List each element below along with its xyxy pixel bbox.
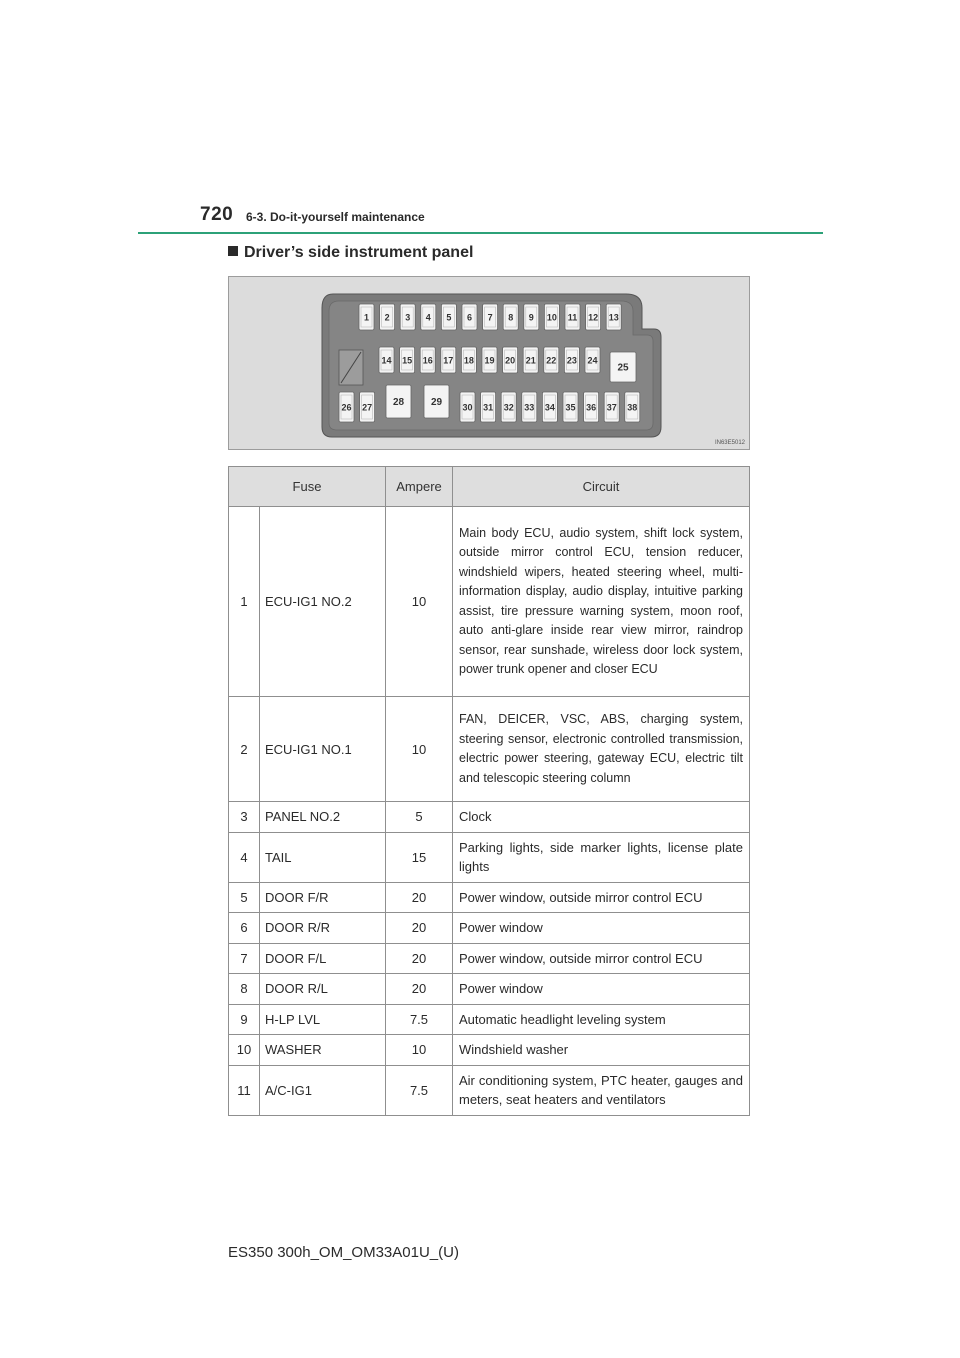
document-code: ES350 300h_OM_OM33A01U_(U) <box>228 1244 459 1261</box>
fuse-slot <box>564 347 579 373</box>
fuse-slot <box>501 392 516 422</box>
fuse-label: 18 <box>463 355 474 366</box>
fuse-number: 7 <box>229 943 260 974</box>
fuse-number: 8 <box>229 974 260 1005</box>
fuse-label: 21 <box>525 355 536 366</box>
fuse-slot <box>379 347 394 373</box>
ampere-value: 10 <box>386 507 453 697</box>
fuse-slot <box>503 304 518 330</box>
fuse-name: TAIL <box>260 832 386 882</box>
circuit-description: Air conditioning system, PTC heater, gauges and meters, seat heaters and ventilators <box>453 1065 750 1115</box>
fuse-slot <box>359 304 374 330</box>
column-header-ampere: Ampere <box>386 467 453 507</box>
fuse-box-drawing <box>229 277 749 449</box>
fuse-label: 7 <box>487 312 493 323</box>
fuse-slot <box>524 304 539 330</box>
circuit-description: Windshield washer <box>453 1035 750 1066</box>
fuse-label: 28 <box>392 397 405 408</box>
column-header-circuit: Circuit <box>453 467 750 507</box>
fuse-slot <box>544 347 559 373</box>
fuse-label: 5 <box>446 312 452 323</box>
table-row <box>229 802 750 833</box>
fuse-slot <box>424 385 449 418</box>
section-title: 6-3. Do-it-yourself maintenance <box>246 210 425 224</box>
fuse-slot <box>421 304 436 330</box>
ampere-value: 20 <box>386 882 453 913</box>
fuse-slot <box>563 392 578 422</box>
table-row <box>229 943 750 974</box>
fuse-slot <box>482 347 497 373</box>
table-row <box>229 1035 750 1066</box>
fuse-slot <box>460 392 475 422</box>
fuse-slot <box>606 304 621 330</box>
fuse-label: 25 <box>617 362 629 374</box>
ampere-value: 20 <box>386 974 453 1005</box>
fuse-table <box>228 466 750 1116</box>
fuse-name: WASHER <box>260 1035 386 1066</box>
fuse-slot <box>420 347 435 373</box>
ampere-value: 10 <box>386 697 453 802</box>
fuse-label: 35 <box>565 402 576 413</box>
fuse-name: DOOR F/R <box>260 882 386 913</box>
fuse-label: 16 <box>422 355 433 366</box>
fuse-number: 5 <box>229 882 260 913</box>
subsection-title: Driver’s side instrument panel <box>244 244 474 261</box>
fuse-slot <box>585 347 600 373</box>
table-row <box>229 1065 750 1115</box>
fuse-number: 2 <box>229 697 260 802</box>
table-header-row <box>229 467 750 507</box>
fuse-label: 15 <box>402 355 413 366</box>
fuse-number: 9 <box>229 1004 260 1035</box>
fuse-slot <box>400 304 415 330</box>
circuit-description: Parking lights, side marker lights, license plate lights <box>453 832 750 882</box>
page-number: 720 <box>200 204 234 225</box>
fuse-label: 6 <box>466 312 473 323</box>
fuse-label: 1 <box>363 312 370 323</box>
circuit-description: FAN, DEICER, VSC, ABS, charging system, steering sensor, electronic controlled transmission, electric power steering, gateway ECU, electric tilt and telescopic steering column <box>453 697 750 802</box>
fuse-label: 38 <box>627 402 638 413</box>
ampere-value: 15 <box>386 832 453 882</box>
fuse-number: 10 <box>229 1035 260 1066</box>
fuse-slot <box>542 392 557 422</box>
fuse-label: 30 <box>462 402 473 413</box>
fuse-label: 13 <box>608 312 619 323</box>
fuse-label: 27 <box>362 402 373 413</box>
fuse-label: 26 <box>341 402 352 413</box>
fuse-label: 12 <box>588 312 599 323</box>
table-row <box>229 882 750 913</box>
circuit-description: Automatic headlight leveling system <box>453 1004 750 1035</box>
fuse-label: 10 <box>546 312 557 323</box>
fuse-label: 4 <box>425 312 431 323</box>
circuit-description: Power window <box>453 913 750 944</box>
fuse-label: 2 <box>384 312 390 323</box>
fuse-label: 33 <box>524 402 535 413</box>
fuse-slot <box>544 304 559 330</box>
fuse-name: A/C-IG1 <box>260 1065 386 1115</box>
fuse-label: 29 <box>430 397 443 408</box>
subsection-heading <box>228 244 473 262</box>
fuse-name: DOOR R/R <box>260 913 386 944</box>
fuse-slot <box>604 392 619 422</box>
fuse-label: 31 <box>483 402 494 413</box>
table-row <box>229 832 750 882</box>
fuse-label: 23 <box>566 355 577 366</box>
fuse-slot <box>481 392 496 422</box>
fuse-name: PANEL NO.2 <box>260 802 386 833</box>
fuse-slot <box>339 392 354 422</box>
ampere-value: 7.5 <box>386 1065 453 1115</box>
fuse-label: 14 <box>381 355 392 366</box>
fuse-slot <box>386 385 411 418</box>
ampere-value: 5 <box>386 802 453 833</box>
circuit-description: Power window, outside mirror control ECU <box>453 882 750 913</box>
circuit-description: Power window, outside mirror control ECU <box>453 943 750 974</box>
fuse-number: 4 <box>229 832 260 882</box>
fuse-name: ECU-IG1 NO.1 <box>260 697 386 802</box>
table-row <box>229 913 750 944</box>
fuse-label: 20 <box>505 355 516 366</box>
table-row <box>229 507 750 697</box>
fuse-slot <box>625 392 640 422</box>
fuse-label: 37 <box>606 402 617 413</box>
table-row <box>229 974 750 1005</box>
fuse-slot <box>483 304 498 330</box>
circuit-description: Main body ECU, audio system, shift lock system, outside mirror control ECU, tension reducer, windshield wipers, heated steering wheel, multi-information display, audio display, intuitive parking assist, tire pressure warning system, moon roof, auto anti-glare inside rear view mirror, raindrop sensor, rear sunshade, wireless door lock system, power trunk opener and closer ECU <box>453 507 750 697</box>
fuse-name: DOOR F/L <box>260 943 386 974</box>
fuse-box-diagram <box>228 276 750 450</box>
fuse-name: ECU-IG1 NO.2 <box>260 507 386 697</box>
fuse-slot <box>360 392 375 422</box>
fuse-slot <box>441 347 456 373</box>
header-rule <box>138 232 823 234</box>
ampere-value: 10 <box>386 1035 453 1066</box>
fuse-slot <box>503 347 518 373</box>
fuse-label: 3 <box>405 312 411 323</box>
fuse-slot <box>441 304 456 330</box>
fuse-label: 8 <box>508 312 514 323</box>
fuse-number: 3 <box>229 802 260 833</box>
circuit-description: Power window <box>453 974 750 1005</box>
relay-icon <box>339 350 363 385</box>
fuse-slot <box>565 304 580 330</box>
fuse-slot <box>462 304 477 330</box>
ampere-value: 20 <box>386 913 453 944</box>
fuse-label: 32 <box>503 402 514 413</box>
fuse-slot <box>400 347 415 373</box>
fuse-number: 11 <box>229 1065 260 1115</box>
column-header-fuse: Fuse <box>229 467 386 507</box>
fuse-slot <box>584 392 599 422</box>
fuse-slot <box>461 347 476 373</box>
diagram-code: IN63E5012 <box>714 440 745 446</box>
fuse-slot <box>522 392 537 422</box>
fuse-number: 6 <box>229 913 260 944</box>
fuse-label: 17 <box>443 355 454 366</box>
fuse-label: 11 <box>567 312 578 323</box>
ampere-value: 20 <box>386 943 453 974</box>
fuse-slot <box>586 304 601 330</box>
ampere-value: 7.5 <box>386 1004 453 1035</box>
table-row <box>229 1004 750 1035</box>
circuit-description: Clock <box>453 802 750 833</box>
fuse-slot <box>610 352 636 382</box>
square-bullet-icon <box>228 246 238 256</box>
fuse-number: 1 <box>229 507 260 697</box>
fuse-label: 34 <box>544 402 555 413</box>
fuse-label: 22 <box>546 355 557 366</box>
fuse-slot <box>380 304 395 330</box>
fuse-slot <box>523 347 538 373</box>
fuse-label: 19 <box>484 355 495 366</box>
fuse-name: DOOR R/L <box>260 974 386 1005</box>
fuse-name: H-LP LVL <box>260 1004 386 1035</box>
table-row <box>229 697 750 802</box>
fuse-label: 24 <box>587 355 598 366</box>
fuse-label: 36 <box>586 402 597 413</box>
fuse-label: 9 <box>528 312 534 323</box>
